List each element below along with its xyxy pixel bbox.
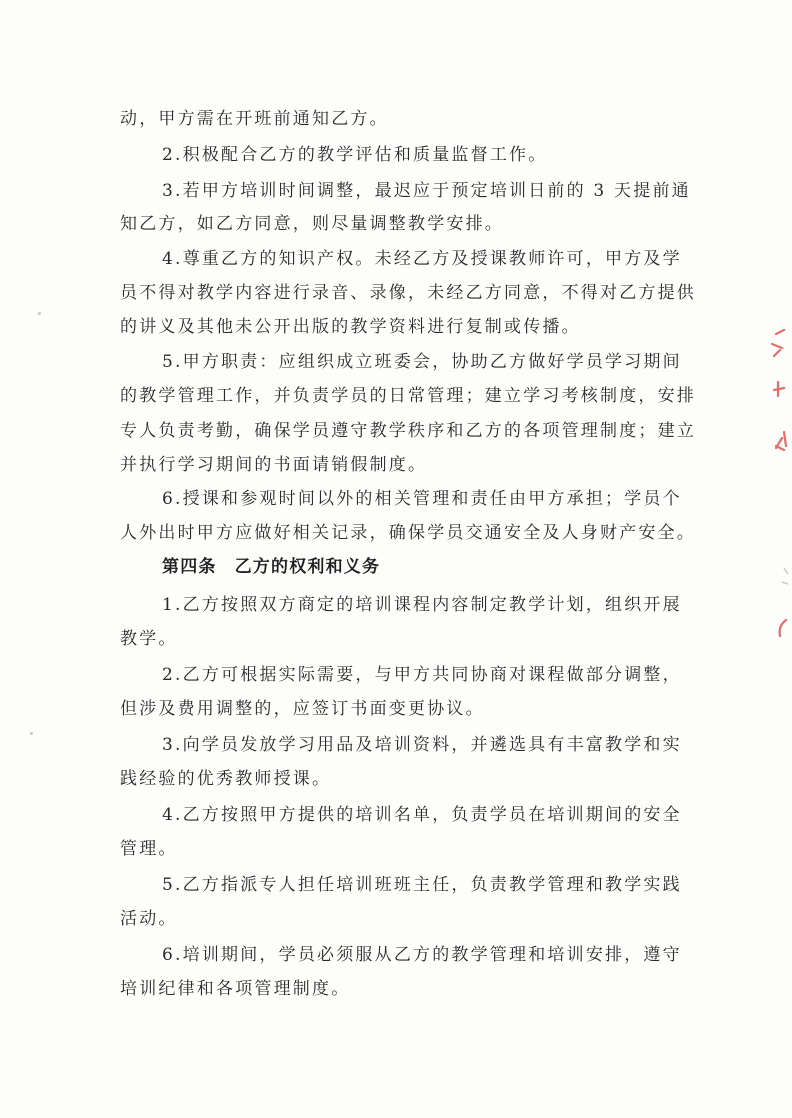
text-line: 4.乙方按照甲方提供的培训名单，负责学员在培训期间的安全 — [162, 805, 682, 825]
text-line: 2.积极配合乙方的教学评估和质量监督工作。 — [162, 145, 548, 165]
text-line: 6.授课和参观时间以外的相关管理和责任由甲方承担；学员个 — [162, 489, 682, 509]
text-line: 专人负责考勤，确保学员遵守教学秩序和乙方的各项管理制度；建立 — [120, 421, 696, 441]
scan-speck — [30, 732, 33, 735]
text-line: 1.乙方按照双方商定的培训课程内容制定教学计划，组织开展 — [162, 595, 682, 615]
text-line: 的教学管理工作，并负责学员的日常管理；建立学习考核制度，安排 — [120, 386, 696, 406]
text-line: 5.甲方职责：应组织成立班委会，协助乙方做好学员学习期间 — [162, 352, 682, 372]
text-line: 动，甲方需在开班前通知乙方。 — [120, 109, 389, 129]
section-number: 第四条 — [162, 557, 217, 577]
text-line: 3.向学员发放学习用品及培训资料，并遴选具有丰富教学和实 — [162, 735, 682, 755]
text-line: 人外出时甲方应做好相关记录，确保学员交通安全及人身财产安全。 — [120, 523, 696, 543]
section-title: 乙方的权利和义务 — [234, 557, 381, 577]
text-line: 5.乙方指派专人担任培训班班主任，负责教学管理和教学实践 — [162, 875, 682, 895]
text-line: 4.尊重乙方的知识产权。未经乙方及授课教师许可，甲方及学 — [162, 249, 682, 269]
text-line: 并执行学习期间的书面请销假制度。 — [120, 455, 428, 475]
text-line: 管理。 — [120, 839, 178, 859]
text-line: 的讲义及其他未公开出版的教学资料进行复制或传播。 — [120, 317, 581, 337]
text-line: 2.乙方可根据实际需要，与甲方共同协商对课程做部分调整， — [162, 665, 682, 685]
text-line: 教学。 — [120, 629, 178, 649]
text-line: 但涉及费用调整的，应签订书面变更协议。 — [120, 699, 485, 719]
scan-speck — [38, 312, 41, 315]
text-line: 培训纪律和各项管理制度。 — [120, 979, 351, 999]
text-line: 3.若甲方培训时间调整，最迟应于预定培训日前的 3 天提前通 — [162, 181, 691, 201]
partial-seal-stamp — [762, 320, 792, 650]
text-line: 践经验的优秀教师授课。 — [120, 769, 332, 789]
text-line: 6.培训期间，学员必须服从乙方的教学管理和培训安排，遵守 — [162, 945, 682, 965]
section-heading — [162, 556, 380, 578]
text-line: 活动。 — [120, 909, 178, 929]
text-line: 知乙方，如乙方同意，则尽量调整教学安排。 — [120, 214, 504, 234]
text-line: 员不得对教学内容进行录音、录像，未经乙方同意，不得对乙方提供 — [120, 283, 696, 303]
